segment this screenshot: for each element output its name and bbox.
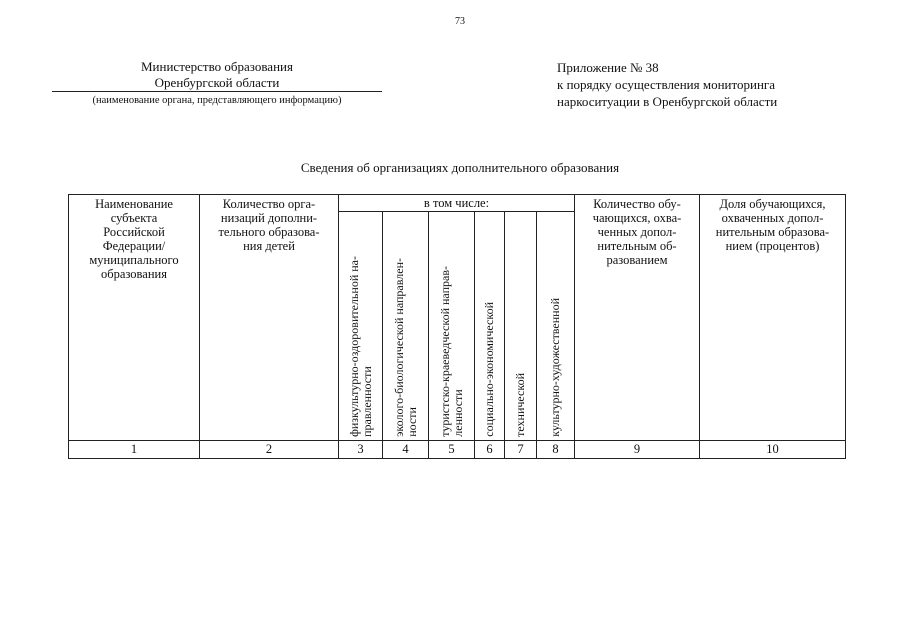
column-number-row [69, 441, 846, 459]
header-physical-health-text: физкультурно-оздоровительной на- правленности [346, 256, 374, 437]
col-number-7: 7 [505, 441, 537, 459]
col-number-8: 8 [537, 441, 575, 459]
col-number-2: 2 [200, 441, 339, 459]
col-number-5: 5 [429, 441, 475, 459]
header-cultural-art [537, 212, 575, 441]
appendix-number: Приложение № 38 [557, 60, 659, 75]
header-student-share [700, 195, 846, 441]
org-name-line1: Министерство образования [141, 59, 293, 74]
org-caption: (наименование органа, представляющего информацию) [92, 95, 342, 106]
page-number: 73 [455, 16, 465, 27]
header-socio-economic [475, 212, 505, 441]
header-subject-name [69, 195, 200, 441]
header-tourism-text: туристско-краеведческой направ- ленности [437, 266, 465, 437]
header-subject-name-text: Наименование субъекта Российской Федерации/ муниципального образования [89, 197, 179, 281]
col-number-9: 9 [575, 441, 700, 459]
col-number-4: 4 [383, 441, 429, 459]
header-tourism [429, 212, 475, 441]
header-socio-economic-text: социально-экономической [482, 302, 496, 437]
appendix-line3: наркоситуации в Оренбургской области [557, 94, 778, 109]
header-student-count-text: Количество обу- чающихся, охва- ченных допол- нительным об- разованием [592, 197, 682, 267]
appendix-block [557, 59, 847, 110]
header-student-count [575, 195, 700, 441]
header-technical-text: технической [513, 373, 527, 437]
header-eco-bio-text: эколого-биологической направлен- ности [391, 258, 419, 437]
appendix-line2: к порядку осуществления мониторинга [557, 77, 776, 92]
col-number-10: 10 [700, 441, 846, 459]
header-technical [505, 212, 537, 441]
col-number-6: 6 [475, 441, 505, 459]
org-name-line2: Оренбургской области [52, 75, 382, 92]
document-title: Сведения об организациях дополнительного образования [300, 160, 620, 175]
data-table [68, 194, 846, 459]
header-cultural-art-text: культурно-художественной [548, 298, 562, 437]
header-org-count-text: Количество орга- низаций дополни- тельного образова- ния детей [218, 197, 320, 253]
header-physical-health [339, 212, 383, 441]
header-org-count [200, 195, 339, 441]
header-eco-bio [383, 212, 429, 441]
header-student-share-text: Доля обучающихся, охваченных допол- нительным образова- нием (процентов) [715, 197, 830, 253]
header-group-including: в том числе: [339, 195, 575, 212]
col-number-3: 3 [339, 441, 383, 459]
col-number-1: 1 [69, 441, 200, 459]
organization-block [52, 59, 382, 108]
